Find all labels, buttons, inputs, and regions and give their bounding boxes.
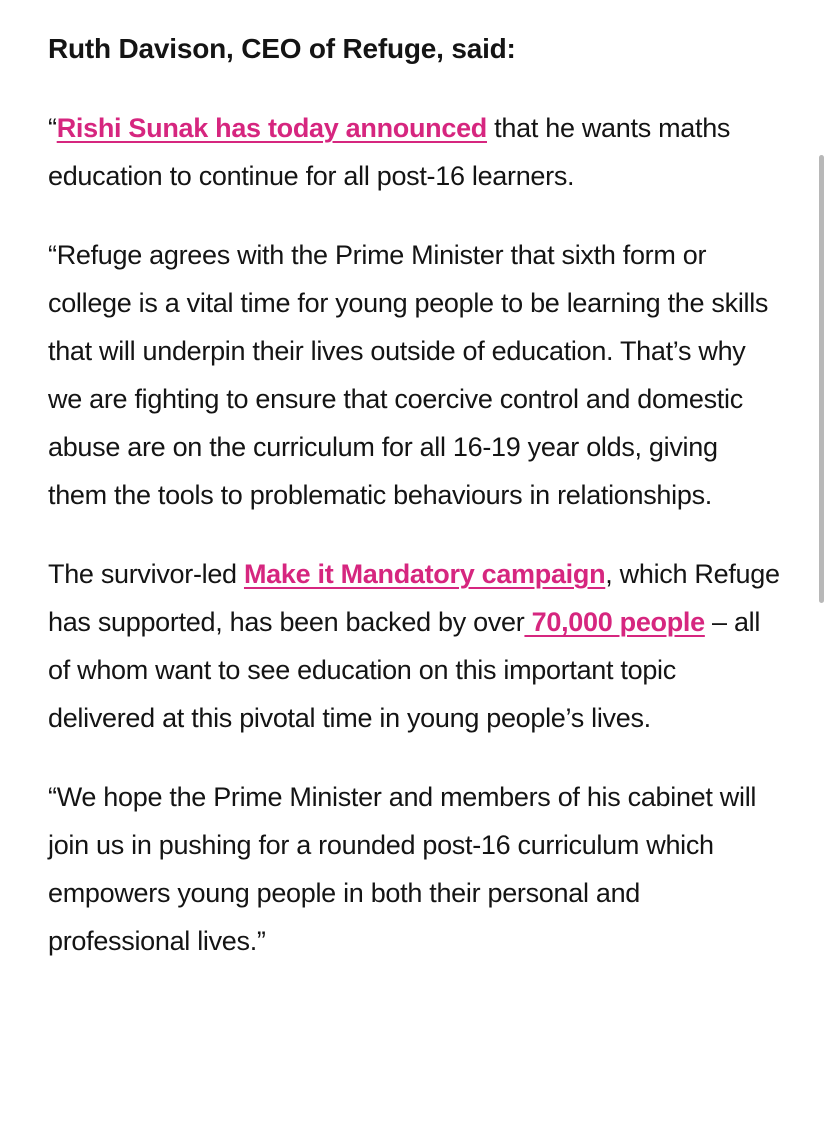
link-70000-people[interactable]: 70,000 people bbox=[524, 607, 705, 637]
link-make-it-mandatory-campaign[interactable]: Make it Mandatory campaign bbox=[243, 559, 606, 589]
paragraph-campaign-middle: , which Refuge has supported, has been backed by over bbox=[48, 559, 780, 637]
article-body bbox=[48, 24, 783, 996]
link-rishi-sunak-announced[interactable]: Rishi Sunak has today announced bbox=[56, 113, 487, 143]
paragraph-announcement-text: that he wants maths education to continue for all post-16 learners. bbox=[48, 113, 731, 191]
paragraph-refuge-agrees: “Refuge agrees with the Prime Minister that sixth form or college is a vital time for young people to be learning the skills that will underpin their lives outside of education. That’s why we are fighting to ensure that coercive control and domestic abuse are on the curriculum for all 16-19 year olds, giving them the tools to problematic behaviours in relationships. bbox=[48, 240, 769, 510]
paragraph-campaign-intro: The survivor-led bbox=[48, 559, 244, 589]
paragraph-campaign bbox=[48, 550, 783, 742]
vertical-scrollbar[interactable] bbox=[819, 155, 824, 603]
quote-attribution-heading: Ruth Davison, CEO of Refuge, said: bbox=[48, 33, 516, 64]
paragraph-hope-prime-minister: “We hope the Prime Minister and members of his cabinet will join us in pushing for a rounded post-16 curriculum which empowers young people in both their personal and professional lives.” bbox=[48, 782, 757, 956]
paragraph-campaign-end: – all of whom want to see education on this important topic delivered at this pivotal time in young people’s lives. bbox=[48, 607, 761, 733]
open-quote: “ bbox=[48, 113, 57, 143]
paragraph-announcement bbox=[48, 104, 783, 200]
